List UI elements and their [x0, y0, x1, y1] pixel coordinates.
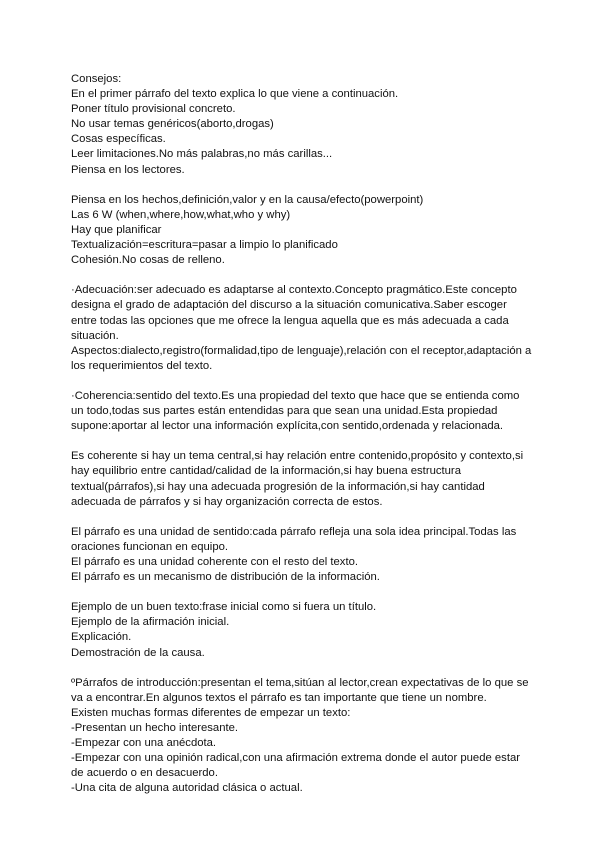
text-line: Cosas específicas. — [71, 133, 166, 146]
text-line: El párrafo es un mecanismo de distribución de la información. — [71, 571, 380, 584]
text-line: de acuerdo o en desacuerdo. — [71, 767, 218, 780]
text-line: Las 6 W (when,where,how,what,who y why) — [71, 208, 291, 221]
text-line: Ejemplo de la afirmación inicial. — [71, 616, 230, 629]
adecuacion-paragraph — [71, 283, 533, 374]
text-line: -Presentan un hecho interesante. — [71, 722, 239, 735]
text-line: El párrafo es una unidad de sentido:cada párrafo refleja una sola idea principal.Todas las — [71, 525, 517, 538]
text-line: entre todas las opciones que me ofrece la lengua aquella que es más adecuada a cada — [71, 314, 509, 327]
text-line: Es coherente si hay un tema central,si hay relación entre contenido,propósito y contexto,si — [71, 450, 524, 463]
text-line: Existen muchas formas diferentes de empezar un texto: — [71, 706, 351, 719]
text-line: ·Adecuación:ser adecuado es adaptarse al contexto.Concepto pragmático.Este concepto — [71, 284, 517, 297]
text-line: los requerimientos del texto. — [71, 359, 213, 372]
planning-paragraph — [71, 193, 533, 268]
tips-paragraph — [71, 72, 533, 178]
text-line: Poner título provisional concreto. — [71, 103, 236, 116]
text-line: designa el grado de adaptación del discurso a la situación comunicativa.Saber escoger — [71, 299, 507, 312]
text-line: -Una cita de alguna autoridad clásica o actual. — [71, 782, 303, 795]
document-body — [71, 72, 533, 812]
text-line: Leer limitaciones.No más palabras,no más carillas... — [71, 148, 333, 161]
text-line: -Empezar con una anécdota. — [71, 737, 217, 750]
text-line: Cohesión.No cosas de relleno. — [71, 254, 225, 267]
example-paragraph — [71, 600, 533, 660]
coherencia-paragraph — [71, 389, 533, 434]
text-line: ·Coherencia:sentido del texto.Es una propiedad del texto que hace que se entienda como — [71, 389, 520, 402]
text-line: va a encontrar.En algunos textos el párrafo es tan importante que tiene un nombre. — [71, 691, 487, 704]
text-line: Explicación. — [71, 631, 132, 644]
text-line: Piensa en los hechos,definición,valor y en la causa/efecto(powerpoint) — [71, 193, 424, 206]
parrafo-paragraph — [71, 525, 533, 585]
text-line: Ejemplo de un buen texto:frase inicial como si fuera un título. — [71, 601, 377, 614]
text-line: -Empezar con una opinión radical,con una afirmación extrema donde el autor puede estar — [71, 752, 521, 765]
introduction-paragraph — [71, 676, 533, 797]
text-line: Demostración de la causa. — [71, 646, 205, 659]
text-line: Textualización=escritura=pasar a limpio lo planificado — [71, 239, 338, 252]
text-line: En el primer párrafo del texto explica lo que viene a continuación. — [71, 88, 399, 101]
text-line: supone:aportar al lector una información explícita,con sentido,ordenada y relacionada. — [71, 420, 504, 433]
text-line: Consejos: — [71, 73, 122, 85]
text-line: hay equilibrio entre cantidad/calidad de la información,si hay buena estructura — [71, 465, 461, 478]
text-line: oraciones funcionan en equipo. — [71, 540, 229, 553]
coherence-criteria-paragraph — [71, 449, 533, 509]
text-line: situación. — [71, 329, 119, 342]
text-line: No usar temas genéricos(aborto,drogas) — [71, 118, 274, 131]
text-line: Piensa en los lectores. — [71, 163, 185, 176]
text-line: textual(párrafos),si hay una adecuada progresión de la información,si hay cantidad — [71, 480, 485, 493]
text-line: ºPárrafos de introducción:presentan el tema,sitúan al lector,crean expectativas de lo que se — [71, 676, 529, 689]
text-line: Hay que planificar — [71, 223, 162, 236]
text-line: Aspectos:dialecto,registro(formalidad,tipo de lenguaje),relación con el receptor,adaptación a — [71, 344, 532, 357]
text-line: adecuada de párrafos y si hay organización correcta de estos. — [71, 495, 383, 508]
text-line: un todo,todas sus partes están entendidas para que sean una unidad.Esta propiedad — [71, 405, 498, 418]
text-line: El párrafo es una unidad coherente con el resto del texto. — [71, 556, 359, 568]
